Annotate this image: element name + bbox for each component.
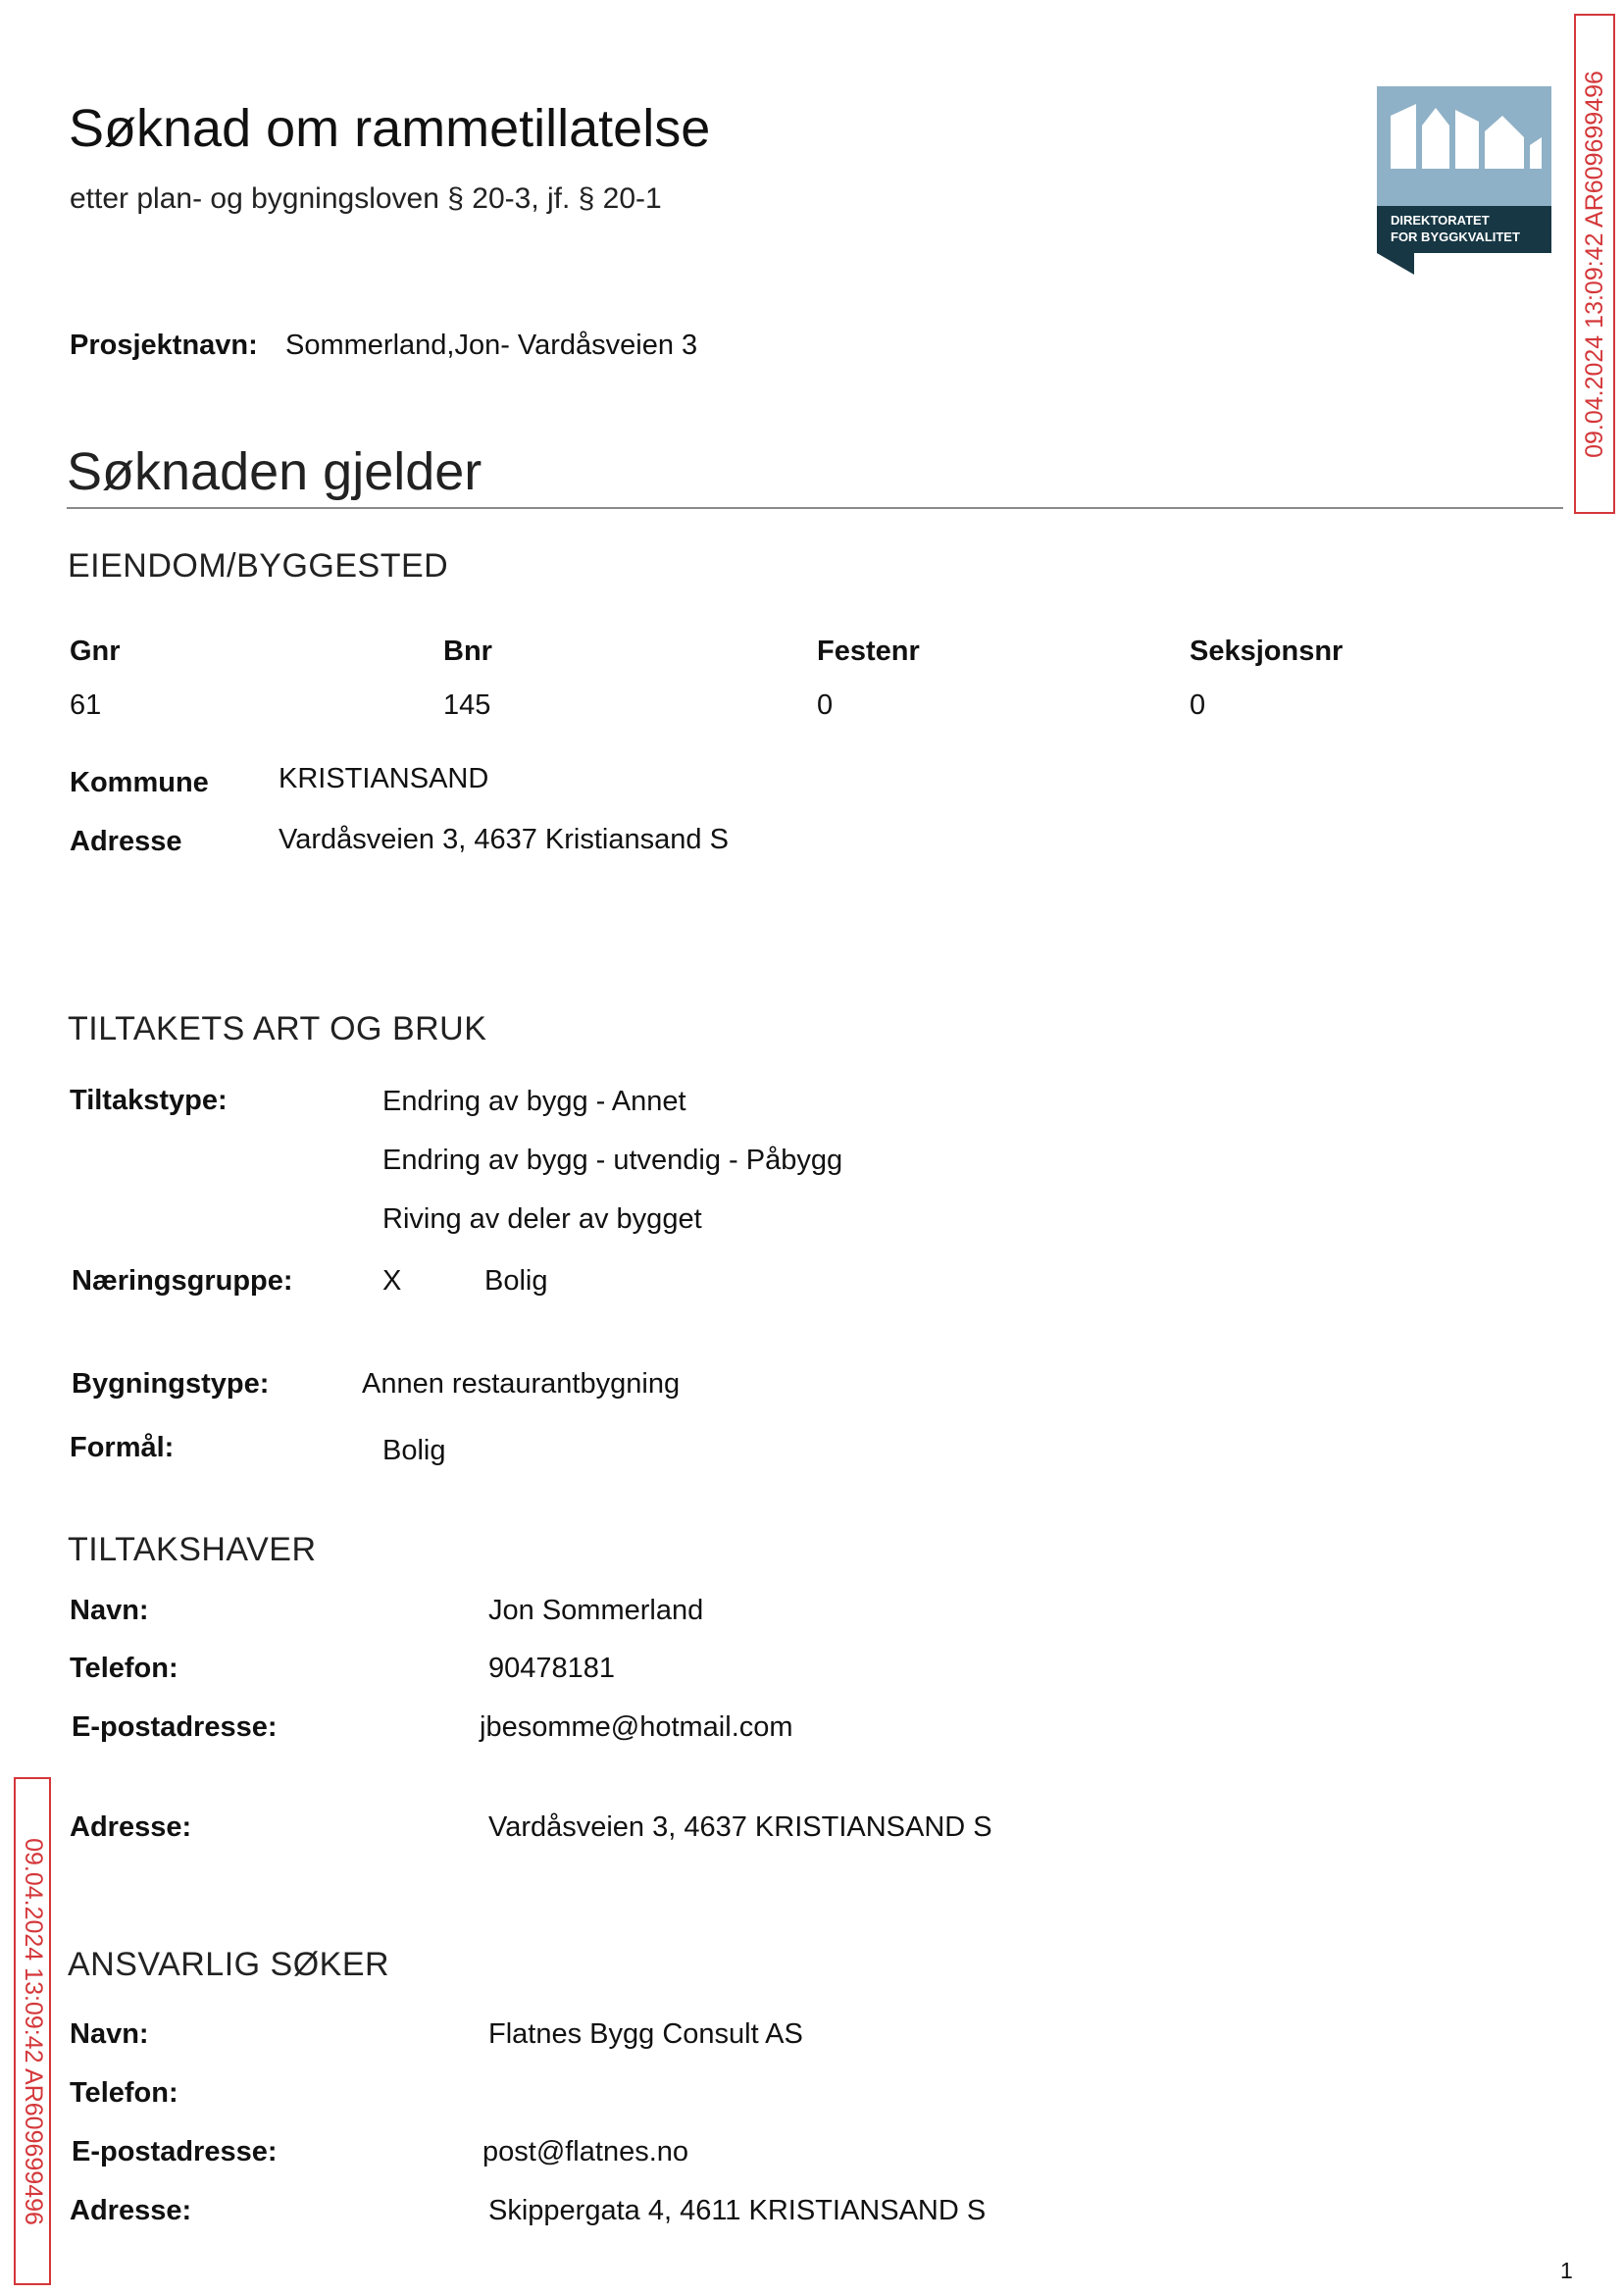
applicant-phone-label: Telefon: [70,2077,178,2109]
stamp-text: 09.04.2024 13:09:42 AR609699496 [1580,70,1608,458]
festenr-label: Festenr [817,636,920,667]
bnr-label: Bnr [443,636,492,667]
applicant-heading: ANSVARLIG SØKER [68,1946,390,1983]
adresse-value: Vardåsveien 3, 4637 Kristiansand S [279,824,729,855]
section-divider [67,507,1563,509]
formaal-label: Formål: [70,1432,175,1463]
tiltakstype-label: Tiltakstype: [70,1085,228,1116]
applicant-address-label: Adresse: [70,2195,192,2226]
section-title: Søknaden gjelder [67,442,482,501]
project-name-label: Prosjektnavn: [70,330,258,361]
owner-name-label: Navn: [70,1595,149,1626]
bygningstype-value: Annen restaurantbygning [362,1368,681,1400]
adresse-label: Adresse [70,826,182,857]
owner-phone-value: 90478181 [488,1653,616,1684]
naeringsgruppe-label: Næringsgruppe: [72,1265,293,1297]
logo-text-line1: DIREKTORATET [1391,213,1490,228]
owner-address-label: Adresse: [70,1811,192,1843]
applicant-email-value: post@flatnes.no [482,2136,689,2167]
gnr-label: Gnr [70,636,121,667]
gnr-value: 61 [70,689,102,721]
seksjonsnr-label: Seksjonsnr [1190,636,1344,667]
logo-text-line2: FOR BYGGKVALITET [1391,229,1520,244]
owner-email-label: E-postadresse: [72,1711,278,1743]
page-number: 1 [1560,2258,1573,2283]
timestamp-stamp-right [1574,14,1615,514]
document-title: Søknad om rammetillatelse [69,99,711,158]
applicant-name-label: Navn: [70,2018,149,2050]
seksjonsnr-value: 0 [1190,689,1206,721]
stamp-text: 09.04.2024 13:09:42 AR609699496 [19,1837,47,2225]
applicant-address-value: Skippergata 4, 4611 KRISTIANSAND S [488,2195,987,2226]
project-name-value: Sommerland,Jon- Vardåsveien 3 [285,330,698,361]
owner-address-value: Vardåsveien 3, 4637 KRISTIANSAND S [488,1811,992,1843]
kommune-label: Kommune [70,767,209,798]
owner-email-value: jbesomme@hotmail.com [480,1711,793,1743]
bnr-value: 145 [443,689,491,721]
document-subtitle: etter plan- og bygningsloven § 20-3, jf. § 20-1 [70,182,662,215]
formaal-value: Bolig [382,1435,446,1466]
timestamp-stamp-left [14,1777,51,2285]
applicant-email-label: E-postadresse: [72,2136,278,2167]
tiltakstype-item: Riving av deler av bygget [382,1203,702,1235]
owner-name-value: Jon Sommerland [488,1595,704,1626]
naeringsgruppe-value: Bolig [484,1265,548,1297]
measure-heading: TILTAKETS ART OG BRUK [68,1010,487,1047]
bygningstype-label: Bygningstype: [72,1368,270,1400]
festenr-value: 0 [817,689,834,721]
tiltakstype-item: Endring av bygg - utvendig - Påbygg [382,1145,843,1176]
naeringsgruppe-code: X [382,1265,402,1297]
owner-phone-label: Telefon: [70,1653,178,1684]
applicant-name-value: Flatnes Bygg Consult AS [488,2018,803,2050]
dibk-logo [1377,86,1551,275]
kommune-value: KRISTIANSAND [279,763,489,794]
property-heading: EIENDOM/BYGGESTED [68,547,449,585]
owner-heading: TILTAKSHAVER [68,1531,317,1568]
tiltakstype-item: Endring av bygg - Annet [382,1086,686,1117]
